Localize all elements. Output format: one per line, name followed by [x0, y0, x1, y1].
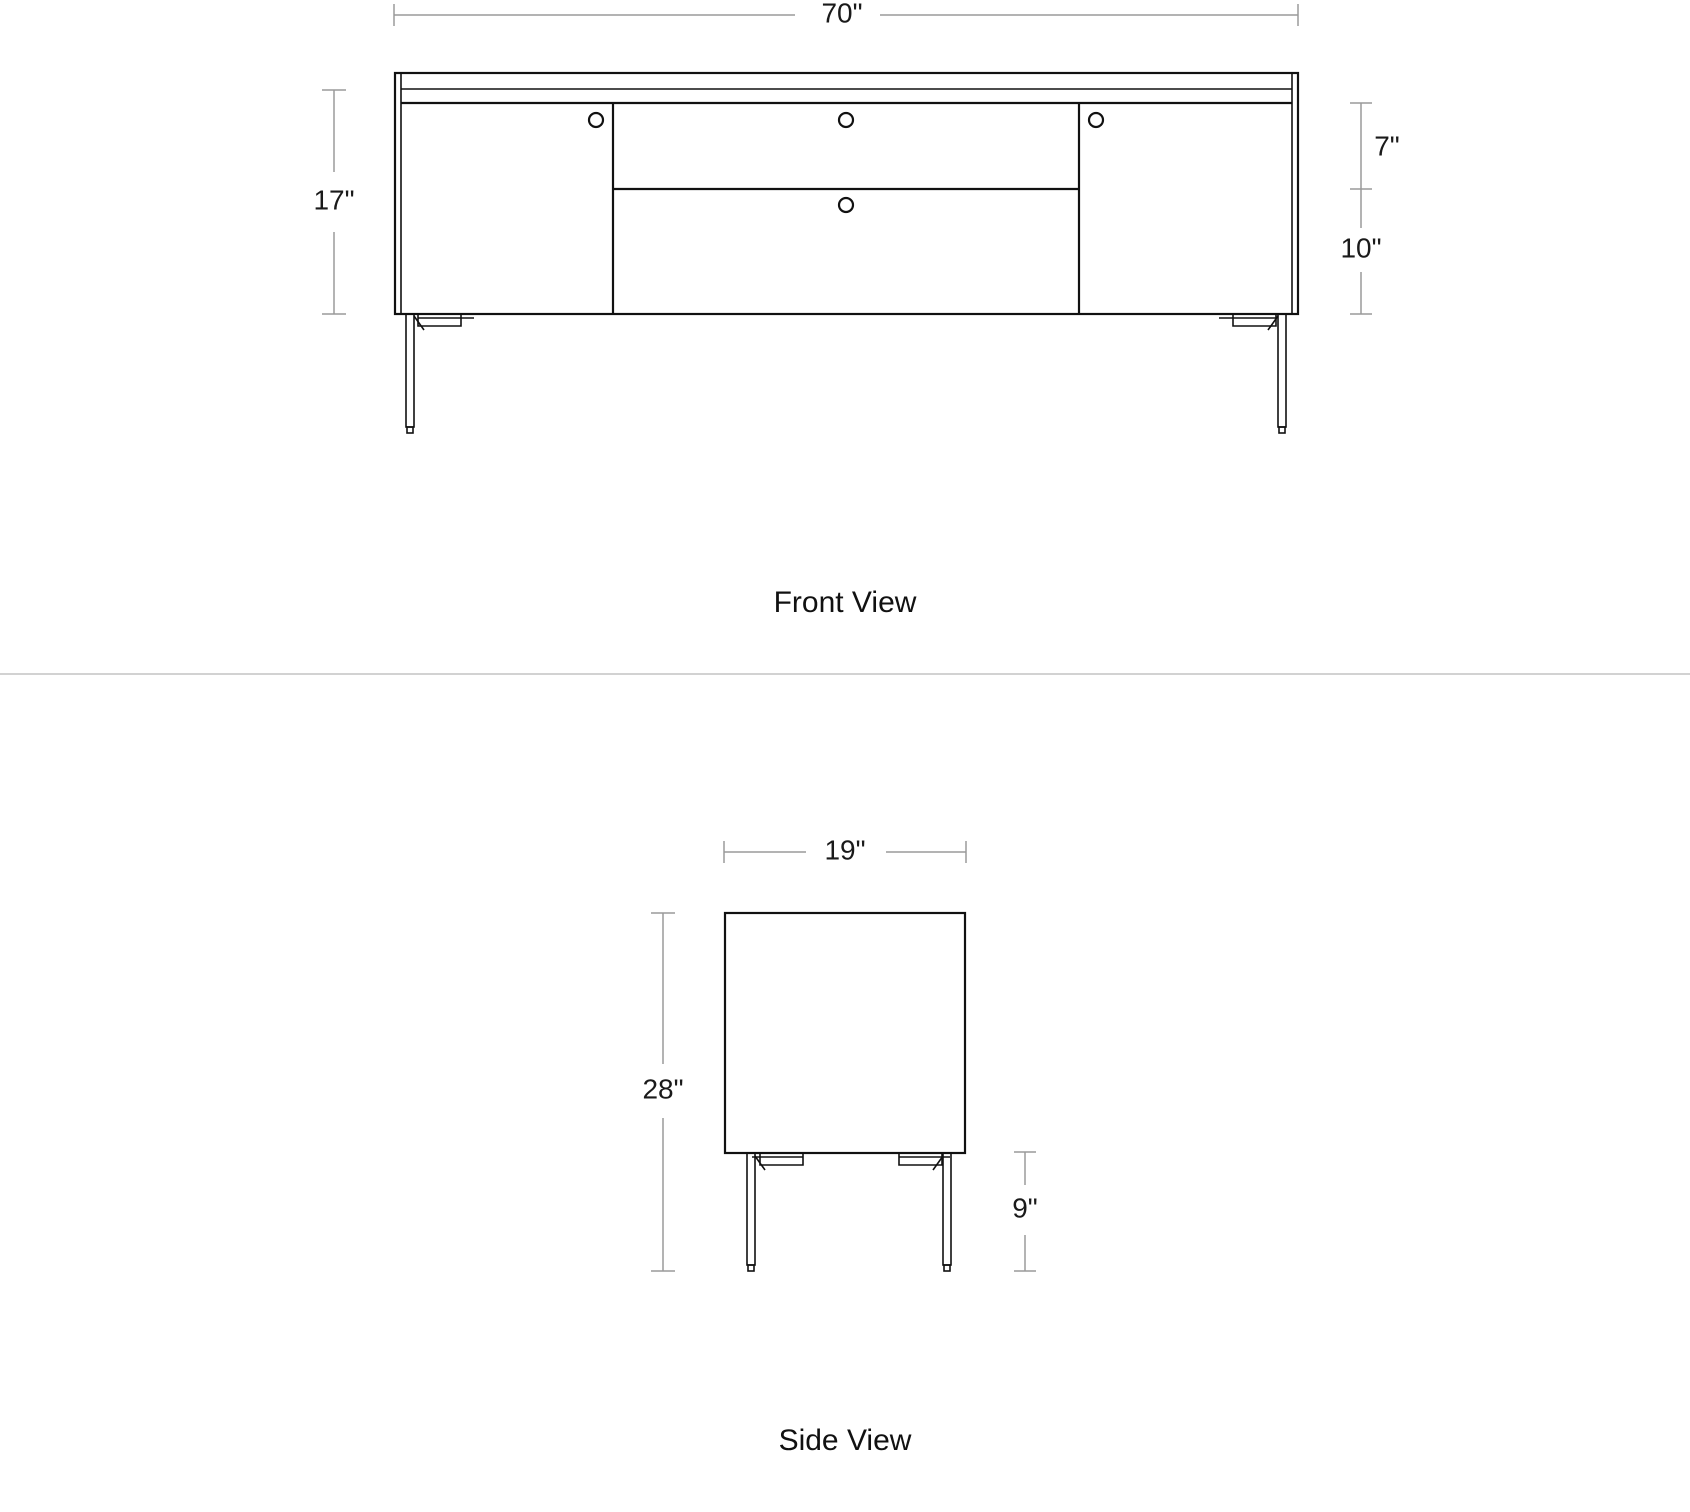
front-height-label: 17"	[313, 184, 355, 216]
front-drawer-dimension	[1328, 103, 1400, 314]
side-depth-dimension	[724, 834, 966, 865]
side-overall-height-dimension	[642, 913, 683, 1271]
front-width-dimension	[394, 0, 1298, 28]
top-drawer-height-label: 7"	[1374, 130, 1400, 162]
front-right-leg	[1268, 314, 1286, 433]
bottom-drawer-height-label: 10"	[1340, 232, 1382, 264]
side-view-label: Side View	[778, 1423, 912, 1457]
side-leg-height-dimension	[1012, 1152, 1038, 1271]
side-right-leg	[933, 1153, 951, 1271]
side-left-leg	[747, 1153, 765, 1271]
front-left-leg	[406, 314, 424, 433]
front-height-dimension	[313, 90, 354, 314]
side-overall-height-label: 28"	[642, 1073, 684, 1105]
front-view	[313, 0, 1399, 619]
front-view-label: Front View	[773, 585, 917, 619]
top-drawer-pull	[839, 113, 853, 127]
credenza-front-drawing	[395, 73, 1298, 433]
credenza-side-drawing	[725, 913, 965, 1271]
right-door-pull	[1089, 113, 1103, 127]
side-depth-label: 19"	[824, 834, 866, 866]
bottom-drawer-pull	[839, 198, 853, 212]
front-width-label: 70"	[821, 0, 863, 29]
side-leg-height-label: 9"	[1012, 1192, 1038, 1224]
left-door-pull	[589, 113, 603, 127]
side-view	[642, 834, 1037, 1457]
